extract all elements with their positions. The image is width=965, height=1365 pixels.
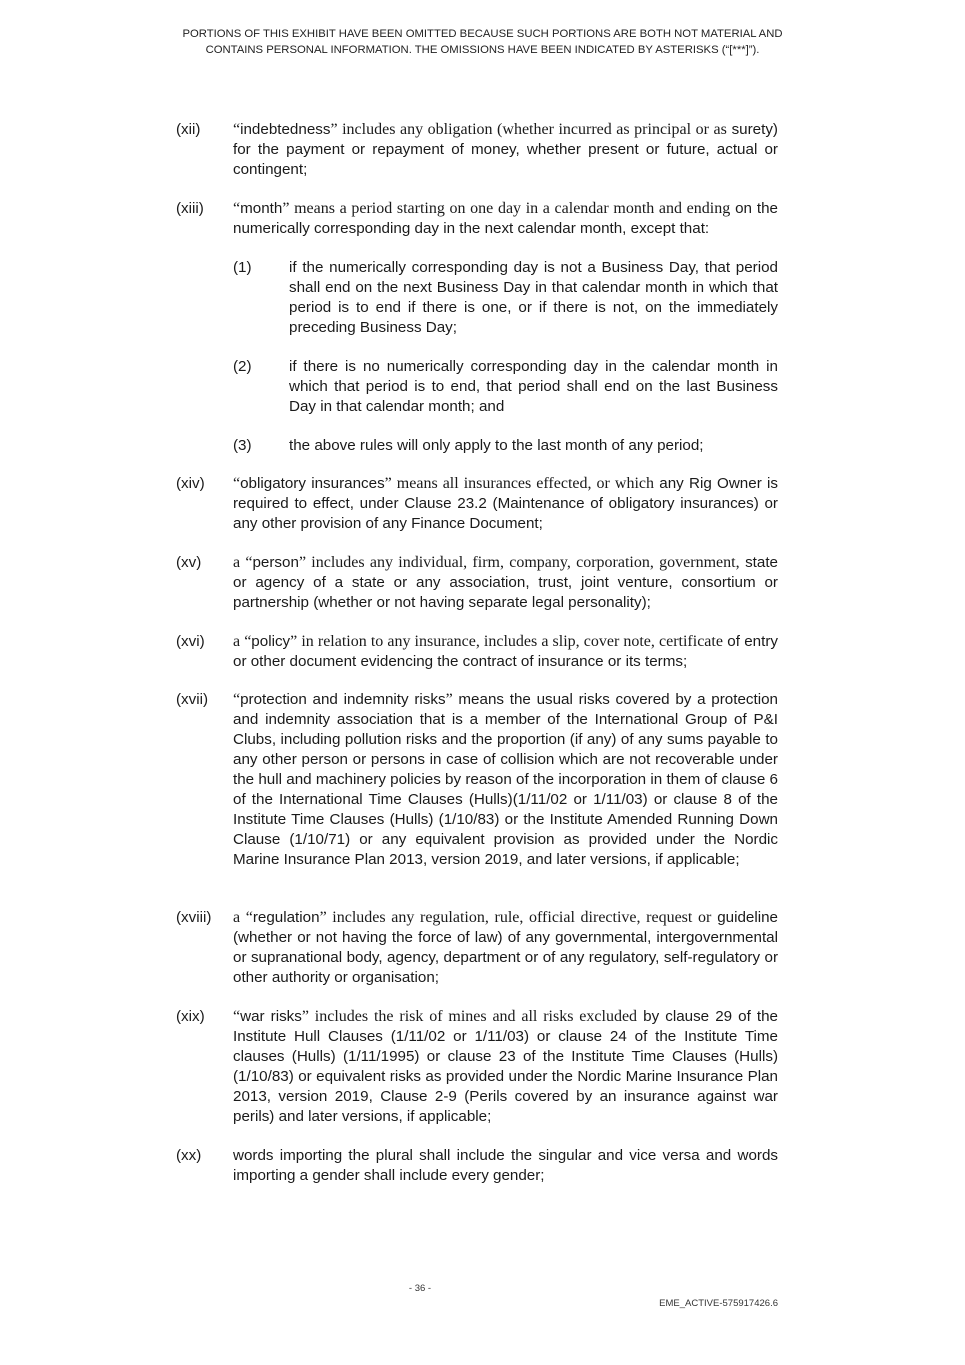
clause-number: (xiv) <box>176 475 205 492</box>
clause-number: (xvii) <box>176 691 209 708</box>
clause-number: (xviii) <box>176 909 212 926</box>
subclause-number: (2) <box>233 358 252 375</box>
quote-open: a “ <box>233 554 253 571</box>
clause-rest: surety) for the payment or repayment of money, whether present or future, actual or contingent; <box>233 121 778 178</box>
defined-term: protection and indemnity risks <box>240 691 446 708</box>
subclause-text: if the numerically corresponding day is not a Business Day, that period shall end on the next Business Day in that calendar month in which that period is to end if there is one, or if there is not, on the immediately preceding Business Day; <box>289 259 778 336</box>
clause-rest: state or agency of a state or any association, trust, joint venture, consortium or partnership (whether or not having separate legal personality); <box>233 554 779 611</box>
clause-number: (xvi) <box>176 633 205 650</box>
clause-text <box>233 690 778 870</box>
clause-rest: of entry or other document evidencing the contract of insurance or its terms; <box>233 633 779 670</box>
clause-lead: ” includes any regulation, rule, official directive, request or <box>319 909 712 926</box>
subclause-text: the above rules will only apply to the last month of any period; <box>289 437 704 454</box>
defined-term: month <box>240 200 283 217</box>
quote-open: “ <box>233 1008 241 1025</box>
clause-lead: ” includes the risk of mines and all risks excluded <box>301 1008 638 1025</box>
subclause-number: (1) <box>233 259 252 276</box>
clause-text: words importing the plural shall include the singular and vice versa and words importing a gender shall include every gender; <box>233 1147 778 1184</box>
clause-lead: ” means a period starting on one day in a calendar month and ending <box>282 200 731 217</box>
clause-text <box>233 908 778 988</box>
quote-open: “ <box>233 200 241 217</box>
quote-open: a “ <box>233 633 252 650</box>
clause-rest: on the numerically corresponding day in the next calendar month, except that: <box>233 200 778 237</box>
subclause-number: (3) <box>233 437 252 454</box>
clause-lead: ” includes any individual, firm, company, corporation, government, <box>298 554 740 571</box>
quote-open: a “ <box>233 909 253 926</box>
defined-term: person <box>252 554 299 571</box>
clause-lead: ” in relation to any insurance, includes a slip, cover note, certificate <box>290 633 723 650</box>
clause-rest: any Rig Owner is required to effect, under Clause 23.2 (Maintenance of obligatory insurances) or any other provision of any Finance Document; <box>233 475 778 532</box>
defined-term: war risks <box>240 1008 302 1025</box>
subclause-text: if there is no numerically corresponding day in the calendar month in which that period is to end, that period shall end on the last Business Day in that calendar month; and <box>289 358 778 415</box>
clause-number: (xix) <box>176 1008 205 1025</box>
clause-text <box>233 1007 778 1127</box>
clause-number: (xx) <box>176 1147 202 1164</box>
clause-text <box>233 120 778 180</box>
quote-open: “ <box>233 475 241 492</box>
defined-term: regulation <box>252 909 320 926</box>
clause-text <box>233 553 778 613</box>
page-number: - 36 - <box>408 1283 432 1294</box>
omission-notice-line-2: CONTAINS PERSONAL INFORMATION. THE OMISSIONS HAVE BEEN INDICATED BY ASTERISKS (“[***]”). <box>205 44 760 56</box>
defined-term: obligatory insurances <box>240 475 385 492</box>
clause-number: (xii) <box>176 121 201 138</box>
clause-text <box>233 474 778 534</box>
omission-notice-line-1: PORTIONS OF THIS EXHIBIT HAVE BEEN OMITTED BECAUSE SUCH PORTIONS ARE BOTH NOT MATERIAL AND <box>182 28 783 40</box>
omission-notice <box>110 26 855 58</box>
clause-rest: guideline (whether or not having the force of law) of any governmental, intergovernmental or supranational body, agency, department or of any regulatory, self-regulatory or other authority or organisation; <box>233 909 778 986</box>
clause-text <box>233 632 778 672</box>
clause-lead: ” means all insurances effected, or which <box>384 475 654 492</box>
defined-term: indebtedness <box>240 121 331 138</box>
quote-open: “ <box>233 121 241 138</box>
clause-rest: means the usual risks covered by a protection and indemnity association that is a member of the International Group of P&I Clubs, including pollution risks and the proportion (if any) of any sums payable to any other person or persons in case of collision which are not recoverable under the hull and machinery policies by reason of the incorporation in them of clause 6 of the International Time Clauses (Hulls)(1/11/02 or 1/11/03) or clause 8 of the Institute Time Clauses (Hulls) (1/10/83) or the Institute Amended Running Down Clause (1/10/71) or any equivalent provision as provided under the Nordic Marine Insurance Plan 2013, version 2019, and later versions, if applicable; <box>233 691 778 868</box>
quote-open: “ <box>233 691 241 708</box>
clause-lead: ” includes any obligation (whether incurred as principal or as <box>330 121 727 138</box>
defined-term: policy <box>251 633 291 650</box>
clause-number: (xv) <box>176 554 202 571</box>
clause-text <box>233 199 778 239</box>
clause-number: (xiii) <box>176 200 204 217</box>
document-reference: EME_ACTIVE-575917426.6 <box>659 1298 778 1309</box>
clause-rest: by clause 29 of the Institute Hull Clauses (1/11/02 or 1/11/03) or clause 24 of the Institute Time clauses (Hulls) (1/11/1995) or clause 23 of the Institute Time Clauses (Hulls) (1/10/83) or equivalent risks as provided under the Nordic Marine Insurance Plan 2013, version 2019, Clause 2-9 (Perils covered by an insurance against war perils) and later versions, if applicable; <box>233 1008 778 1125</box>
clause-lead: ” <box>445 691 453 708</box>
